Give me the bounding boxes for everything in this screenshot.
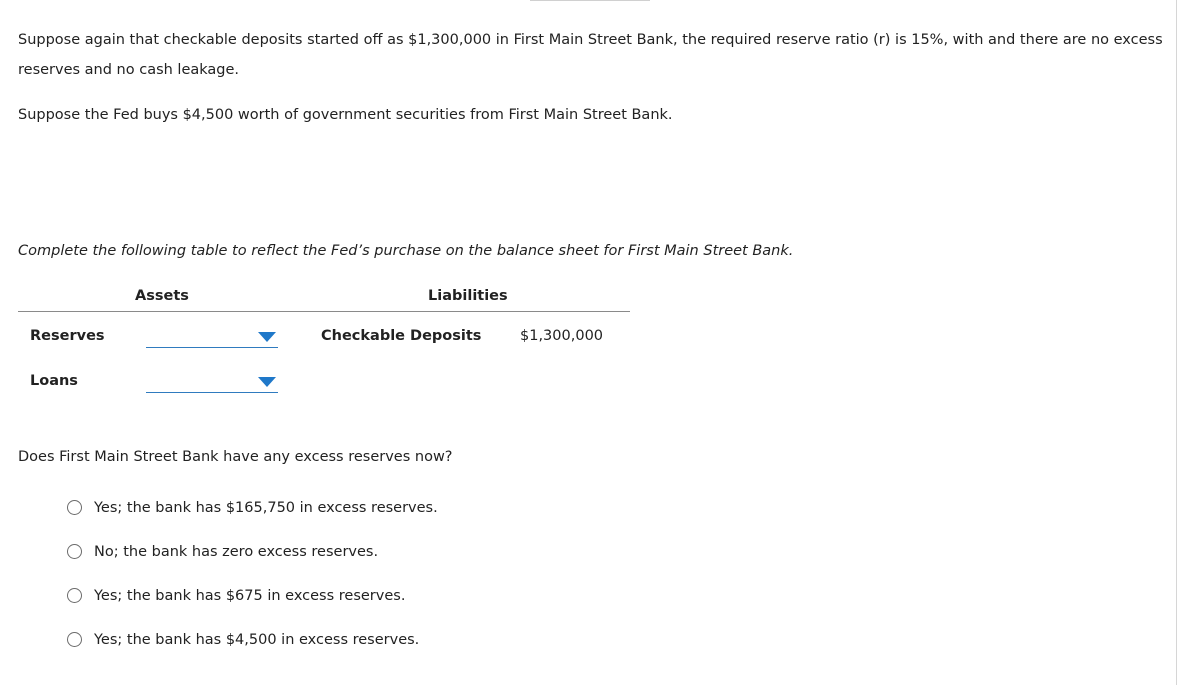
assets-header: Assets [135,288,189,304]
dropdown-arrow-icon [258,377,276,387]
loans-label: Loans [30,373,78,389]
dropdown-arrow-icon [258,332,276,342]
radio-button-icon[interactable] [67,500,82,515]
reserves-label: Reserves [30,328,105,344]
excess-reserves-question: Does First Main Street Bank have any excess reserves now? [18,449,453,465]
answer-option-label: Yes; the bank has $4,500 in excess reserves. [94,632,420,648]
loans-dropdown[interactable] [146,370,278,393]
intro-paragraph-1: Suppose again that checkable deposits started off as $1,300,000 in First Main Street Bank, the required reserve ratio (r) is 15%, with and there are no excess reserves and no cash leakage. [18,32,1163,78]
answer-option-label: Yes; the bank has $675 in excess reserves. [94,588,406,604]
radio-button-icon[interactable] [67,632,82,647]
answer-option-label: No; the bank has zero excess reserves. [94,544,379,560]
reserves-dropdown[interactable] [146,325,278,348]
radio-button-icon[interactable] [67,588,82,603]
checkable-deposits-value: $1,300,000 [520,328,604,344]
checkable-deposits-label: Checkable Deposits [321,328,482,344]
intro-paragraph-2: Suppose the Fed buys $4,500 worth of government securities from First Main Street Bank. [18,107,673,123]
top-divider [530,0,650,1]
table-instruction: Complete the following table to reflect the Fed’s purchase on the balance sheet for First Main Street Bank. [18,243,794,259]
header-divider [18,311,630,312]
balance-sheet-table [18,283,630,403]
radio-button-icon[interactable] [67,544,82,559]
answer-option-label: Yes; the bank has $165,750 in excess reserves. [94,500,438,516]
liabilities-header: Liabilities [428,288,508,304]
